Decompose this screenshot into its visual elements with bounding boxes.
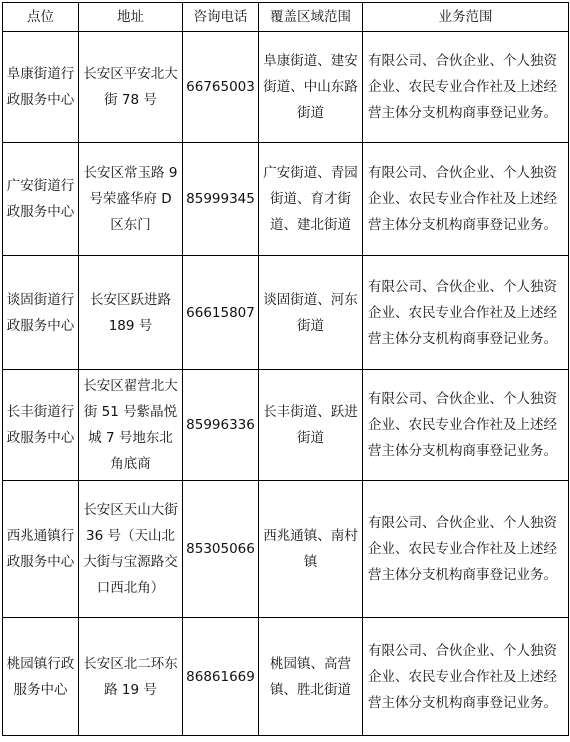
cell-location: 广安街道行政服务中心 [3, 143, 79, 256]
cell-address: 长安区跃进路 189 号 [79, 256, 183, 370]
cell-location: 阜康街道行政服务中心 [3, 32, 79, 143]
table-row [3, 481, 569, 618]
cell-coverage: 广安街道、青园街道、育才街道、建北街道 [259, 143, 363, 256]
cell-phone: 85305066 [183, 481, 259, 618]
cell-coverage: 桃园镇、高营镇、胜北街道 [259, 618, 363, 736]
cell-coverage: 谈固街道、河东街道 [259, 256, 363, 370]
header-address: 地址 [79, 3, 183, 32]
cell-coverage: 长丰街道、跃进街道 [259, 370, 363, 481]
cell-scope: 有限公司、合伙企业、个人独资企业、农民专业合作社及上述经营主体分支机构商事登记业务。 [363, 370, 569, 481]
cell-address: 长安区翟营北大街 51 号紫晶悦城 7 号地东北角底商 [79, 370, 183, 481]
cell-scope: 有限公司、合伙企业、个人独资企业、农民专业合作社及上述经营主体分支机构商事登记业务。 [363, 256, 569, 370]
cell-phone: 85996336 [183, 370, 259, 481]
cell-scope: 有限公司、合伙企业、个人独资企业、农民专业合作社及上述经营主体分支机构商事登记业务。 [363, 143, 569, 256]
table-row [3, 32, 569, 143]
cell-scope: 有限公司、合伙企业、个人独资企业、农民专业合作社及上述经营主体分支机构商事登记业务。 [363, 618, 569, 736]
table-row [3, 618, 569, 736]
service-center-table [2, 2, 569, 736]
table-row [3, 256, 569, 370]
cell-address: 长安区平安北大街 78 号 [79, 32, 183, 143]
cell-address: 长安区常玉路 9 号荣盛华府 D 区东门 [79, 143, 183, 256]
cell-phone: 86861669 [183, 618, 259, 736]
cell-location: 桃园镇行政服务中心 [3, 618, 79, 736]
header-phone: 咨询电话 [183, 3, 259, 32]
cell-phone: 66765003 [183, 32, 259, 143]
cell-scope: 有限公司、合伙企业、个人独资企业、农民专业合作社及上述经营主体分支机构商事登记业务。 [363, 32, 569, 143]
cell-coverage: 阜康街道、建安街道、中山东路街道 [259, 32, 363, 143]
cell-scope: 有限公司、合伙企业、个人独资企业、农民专业合作社及上述经营主体分支机构商事登记业务。 [363, 481, 569, 618]
cell-phone: 85999345 [183, 143, 259, 256]
header-scope: 业务范围 [363, 3, 569, 32]
cell-location: 谈固街道行政服务中心 [3, 256, 79, 370]
header-location: 点位 [3, 3, 79, 32]
cell-location: 西兆通镇行政服务中心 [3, 481, 79, 618]
header-coverage: 覆盖区域范围 [259, 3, 363, 32]
table-row [3, 143, 569, 256]
cell-address: 长安区北二环东路 19 号 [79, 618, 183, 736]
cell-location: 长丰街道行政服务中心 [3, 370, 79, 481]
cell-address: 长安区天山大街 36 号（天山北大街与宝源路交口西北角） [79, 481, 183, 618]
table-row [3, 370, 569, 481]
cell-coverage: 西兆通镇、南村镇 [259, 481, 363, 618]
cell-phone: 66615807 [183, 256, 259, 370]
table-header-row [3, 3, 569, 32]
